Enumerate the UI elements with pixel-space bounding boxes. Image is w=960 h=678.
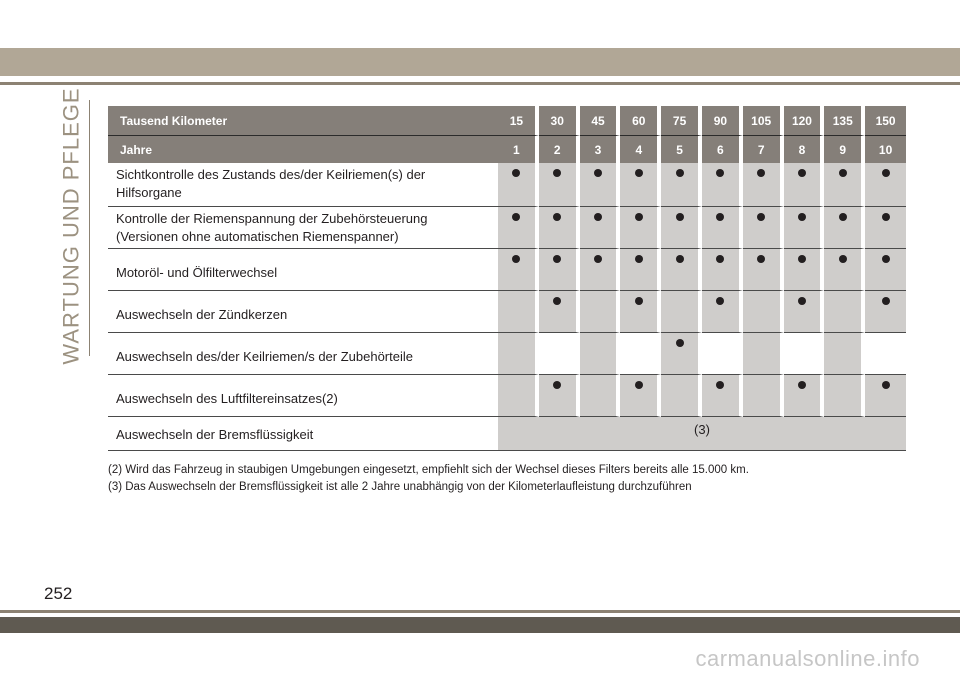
schedule-cell (702, 249, 743, 291)
service-required-dot (635, 169, 643, 177)
service-required-dot (553, 297, 561, 305)
schedule-cell (580, 333, 621, 375)
schedule-cell (702, 333, 743, 375)
schedule-cell (661, 375, 702, 417)
service-required-dot (882, 169, 890, 177)
schedule-cell (743, 249, 784, 291)
service-required-dot (676, 213, 684, 221)
schedule-item-label: Motoröl- und Ölfilterwechsel (108, 249, 498, 291)
schedule-cell (498, 375, 539, 417)
schedule-cell (865, 207, 906, 249)
km-header-cell: 135 (824, 106, 865, 136)
schedule-cell (620, 163, 661, 207)
service-required-dot (798, 255, 806, 263)
schedule-cell (784, 291, 825, 333)
km-header-cell: 45 (580, 106, 621, 136)
brake-fluid-note: (3) (498, 417, 906, 451)
schedule-cell (784, 207, 825, 249)
service-required-dot (757, 255, 765, 263)
service-required-dot (882, 381, 890, 389)
service-required-dot (716, 213, 724, 221)
years-header-cell: 8 (784, 136, 825, 163)
schedule-body (108, 163, 906, 451)
schedule-row (108, 291, 906, 333)
schedule-row (108, 207, 906, 249)
years-header-cell: 9 (824, 136, 865, 163)
schedule-cell (824, 207, 865, 249)
km-header-cell: 30 (539, 106, 580, 136)
service-required-dot (757, 169, 765, 177)
footer-rule (0, 610, 960, 613)
km-header-cell: 60 (620, 106, 661, 136)
schedule-cell (620, 375, 661, 417)
service-required-dot (798, 169, 806, 177)
schedule-cell (865, 333, 906, 375)
service-required-dot (882, 213, 890, 221)
years-header-cell: 5 (661, 136, 702, 163)
service-required-dot (594, 213, 602, 221)
service-required-dot (512, 169, 520, 177)
service-required-dot (716, 381, 724, 389)
schedule-cell (498, 333, 539, 375)
service-required-dot (512, 213, 520, 221)
km-header-row (108, 106, 906, 136)
maintenance-schedule-table (108, 106, 906, 451)
years-header-cell: 1 (498, 136, 539, 163)
schedule-item-label: Kontrolle der Riemenspannung der Zubehörsteuerung (Versionen ohne automatischen Riemenspanner) (108, 207, 498, 249)
schedule-cell (865, 163, 906, 207)
service-required-dot (594, 169, 602, 177)
schedule-cell (498, 163, 539, 207)
schedule-cell (865, 249, 906, 291)
schedule-cell (743, 291, 784, 333)
header-rule (0, 82, 960, 85)
schedule-cell (580, 249, 621, 291)
service-required-dot (839, 169, 847, 177)
schedule-row (108, 249, 906, 291)
schedule-row (108, 333, 906, 375)
schedule-cell (865, 291, 906, 333)
service-required-dot (676, 255, 684, 263)
section-title: WARTUNG UND PFLEGE (59, 87, 85, 365)
schedule-cell (784, 163, 825, 207)
header-decor-bar (0, 48, 960, 76)
schedule-cell (661, 291, 702, 333)
schedule-cell (498, 291, 539, 333)
schedule-cell (743, 333, 784, 375)
schedule-cell (743, 375, 784, 417)
schedule-cell (702, 207, 743, 249)
km-header-cell: 150 (865, 106, 906, 136)
schedule-cell (580, 291, 621, 333)
schedule-cell (784, 249, 825, 291)
service-required-dot (512, 255, 520, 263)
schedule-cell (539, 291, 580, 333)
service-required-dot (635, 213, 643, 221)
service-required-dot (635, 381, 643, 389)
km-header-cell: 120 (784, 106, 825, 136)
schedule-cell (620, 291, 661, 333)
schedule-cell (824, 249, 865, 291)
schedule-cell (702, 375, 743, 417)
years-header-cell: 7 (743, 136, 784, 163)
page-number: 252 (44, 584, 73, 603)
service-required-dot (839, 255, 847, 263)
service-required-dot (676, 169, 684, 177)
years-header-cell: 10 (865, 136, 906, 163)
service-required-dot (594, 255, 602, 263)
footnote: (2) Wird das Fahrzeug in staubigen Umgebungen eingesetzt, empfiehlt sich der Wechsel dieses Filters bereits alle 15.000 km. (108, 464, 749, 476)
schedule-cell (824, 375, 865, 417)
schedule-item-label: Auswechseln der Bremsflüssigkeit (108, 417, 498, 451)
schedule-cell (824, 291, 865, 333)
service-required-dot (635, 255, 643, 263)
schedule-item-label: Auswechseln des/der Keilriemen/s der Zubehörteile (108, 333, 498, 375)
schedule-row-brake-fluid (108, 417, 906, 451)
km-header-cell: 105 (743, 106, 784, 136)
watermark: carmanualsonline.info (695, 646, 920, 671)
schedule-cell (580, 375, 621, 417)
years-header-cell: 6 (702, 136, 743, 163)
schedule-cell (580, 163, 621, 207)
schedule-item-label: Sichtkontrolle des Zustands des/der Keilriemen(s) der Hilfsorgane (108, 163, 498, 207)
service-required-dot (676, 339, 684, 347)
schedule-cell (702, 291, 743, 333)
schedule-cell (743, 163, 784, 207)
service-required-dot (757, 213, 765, 221)
schedule-cell (702, 163, 743, 207)
service-required-dot (839, 213, 847, 221)
schedule-item-label: Auswechseln der Zündkerzen (108, 291, 498, 333)
schedule-cell (865, 375, 906, 417)
years-header-row (108, 136, 906, 163)
service-required-dot (553, 213, 561, 221)
service-required-dot (716, 255, 724, 263)
schedule-cell (620, 207, 661, 249)
service-required-dot (716, 169, 724, 177)
section-title-vertical (58, 87, 86, 365)
schedule-cell (539, 375, 580, 417)
schedule-cell (539, 207, 580, 249)
service-required-dot (798, 297, 806, 305)
schedule-cell (661, 207, 702, 249)
km-header-cell: 75 (661, 106, 702, 136)
footer-decor-bar (0, 617, 960, 633)
footnote: (3) Das Auswechseln der Bremsflüssigkeit ist alle 2 Jahre unabhängig von der Kilometerlaufleistung durchzuführen (108, 481, 692, 493)
service-required-dot (798, 213, 806, 221)
section-title-rule (89, 100, 90, 356)
years-header-cell: 3 (580, 136, 621, 163)
schedule-cell (661, 333, 702, 375)
schedule-cell (661, 163, 702, 207)
schedule-cell (498, 207, 539, 249)
service-required-dot (553, 169, 561, 177)
schedule-cell (620, 249, 661, 291)
schedule-cell (498, 249, 539, 291)
schedule-cell (743, 207, 784, 249)
schedule-item-label: Auswechseln des Luftfiltereinsatzes(2) (108, 375, 498, 417)
schedule-cell (824, 333, 865, 375)
schedule-cell (580, 207, 621, 249)
schedule-cell (824, 163, 865, 207)
service-required-dot (716, 297, 724, 305)
schedule-cell (620, 333, 661, 375)
service-required-dot (798, 381, 806, 389)
schedule-cell (784, 333, 825, 375)
schedule-row (108, 375, 906, 417)
schedule-cell (539, 249, 580, 291)
service-required-dot (553, 255, 561, 263)
km-header-label: Tausend Kilometer (108, 106, 498, 136)
schedule-cell (661, 249, 702, 291)
years-header-label: Jahre (108, 136, 498, 163)
service-required-dot (882, 297, 890, 305)
km-header-cell: 15 (498, 106, 539, 136)
years-header-cell: 2 (539, 136, 580, 163)
years-header-cell: 4 (620, 136, 661, 163)
footnotes (108, 462, 928, 496)
schedule-row (108, 163, 906, 207)
schedule-cell (539, 333, 580, 375)
schedule-cell (784, 375, 825, 417)
service-required-dot (635, 297, 643, 305)
service-required-dot (882, 255, 890, 263)
km-header-cell: 90 (702, 106, 743, 136)
schedule-cell (539, 163, 580, 207)
service-required-dot (553, 381, 561, 389)
